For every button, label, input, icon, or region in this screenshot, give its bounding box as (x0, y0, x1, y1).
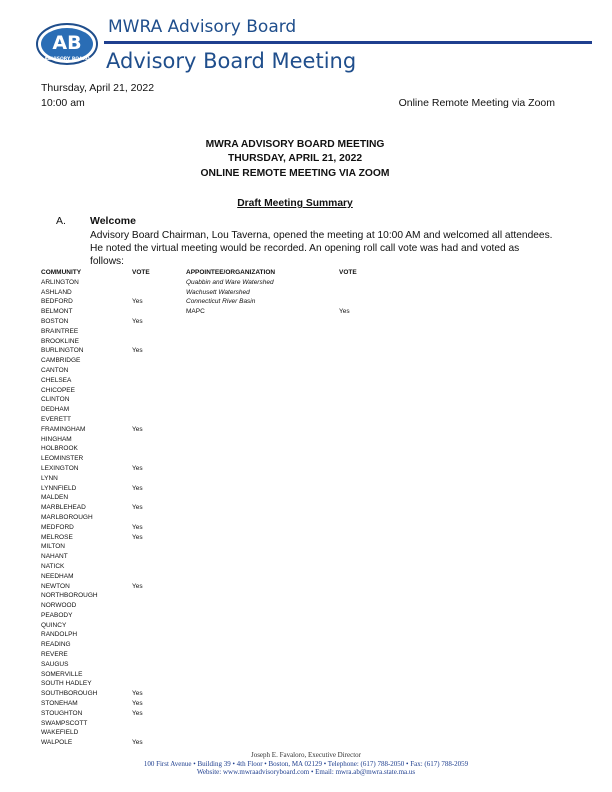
community-name: LEXINGTON (41, 464, 79, 472)
community-vote (132, 630, 182, 640)
community-name: SOUTHBOROUGH (41, 690, 98, 698)
community-vote (132, 337, 182, 347)
meeting-time: 10:00 am (41, 97, 85, 109)
community-name: NEEDHAM (41, 572, 74, 580)
appointee-header: APPOINTEE/ORGANIZATION (186, 269, 276, 276)
community-name: FRAMINGHAM (41, 425, 86, 433)
appointee-vote (339, 297, 379, 307)
community-name: WALPOLE (41, 739, 73, 747)
appointee-vote-column (339, 268, 379, 317)
community-vote (132, 327, 182, 337)
community-name: MARLBOROUGH (41, 513, 93, 521)
community-name: HINGHAM (41, 435, 72, 443)
community-name: NATICK (41, 562, 65, 570)
community-vote: Yes (132, 464, 143, 472)
community-name: CANTON (41, 366, 69, 374)
meeting-date: Thursday, April 21, 2022 (41, 82, 155, 94)
community-vote: Yes (132, 709, 143, 717)
footer (0, 751, 612, 777)
community-name: SOMERVILLE (41, 670, 83, 678)
community-vote (132, 288, 182, 298)
community-vote (132, 572, 182, 582)
meeting-location: Online Remote Meeting via Zoom (398, 97, 555, 109)
community-name: HOLBROOK (41, 445, 78, 453)
community-vote: Yes (132, 484, 143, 492)
community-vote: Yes (132, 298, 143, 306)
appointee-vote (339, 278, 379, 288)
community-vote (132, 454, 182, 464)
section-paragraph: Advisory Board Chairman, Lou Taverna, opened the meeting at 10:00 AM and welcomed all attendees. He noted the virtual meeting would be recorded. An opening roll call vote was had and voted as follows: (90, 230, 553, 267)
footer-contact: Website: www.mwraadvisoryboard.com • Email: mwra.ab@mwra.state.ma.us (196, 768, 416, 776)
vote-header: VOTE (132, 269, 150, 276)
community-name: CLINTON (41, 396, 70, 404)
appointee-vote-header: VOTE (339, 269, 357, 276)
community-vote: Yes (132, 690, 143, 698)
appointee-name: Wachusett Watershed (186, 288, 250, 296)
summary-title-text: Draft Meeting Summary (237, 198, 353, 209)
community-vote: Yes (132, 700, 143, 708)
community-vote (132, 552, 182, 562)
community-name: WAKEFIELD (41, 729, 79, 737)
community-vote: Yes (132, 582, 143, 590)
community-name: DEDHAM (41, 406, 70, 414)
community-vote (132, 395, 182, 405)
community-vote: Yes (132, 504, 143, 512)
community-name: LEOMINSTER (41, 455, 84, 463)
appointee-name: Quabbin and Ware Watershed (186, 278, 274, 286)
appointee-vote (339, 288, 379, 298)
community-name: SAUGUS (41, 660, 69, 668)
header-rule (104, 41, 592, 44)
community-name: BURLINGTON (41, 347, 84, 355)
community-vote (132, 278, 182, 288)
community-name: MALDEN (41, 494, 69, 502)
footer-director: Joseph E. Favaloro, Executive Director (250, 751, 362, 759)
community-name: ARLINGTON (41, 278, 79, 286)
community-name: CHICOPEE (41, 386, 75, 394)
community-name: READING (41, 641, 71, 649)
community-name: NORTHBOROUGH (41, 592, 98, 600)
svg-text:ADVISORY BOARD: ADVISORY BOARD (44, 57, 90, 62)
community-vote (132, 386, 182, 396)
community-vote (132, 660, 182, 670)
community-vote (132, 405, 182, 415)
community-vote: Yes (132, 533, 143, 541)
appointee-name: MAPC (186, 308, 205, 316)
community-vote: Yes (132, 523, 143, 531)
community-name: MELROSE (41, 533, 73, 541)
community-vote (132, 435, 182, 445)
community-vote (132, 728, 182, 738)
community-name: QUINCY (41, 621, 67, 629)
community-vote (132, 562, 182, 572)
community-name: BEDFORD (41, 298, 73, 306)
community-name: NEWTON (41, 582, 70, 590)
community-name: MEDFORD (41, 523, 74, 531)
appointee-name: Connecticut River Basin (186, 298, 256, 306)
community-vote (132, 444, 182, 454)
community-name: PEABODY (41, 611, 73, 619)
community-name: MILTON (41, 543, 65, 551)
appointee-column (186, 268, 336, 317)
community-vote (132, 601, 182, 611)
community-vote (132, 679, 182, 689)
community-vote: Yes (132, 739, 143, 747)
appointee-vote: Yes (339, 308, 350, 316)
community-name: BOSTON (41, 317, 69, 325)
community-name: LYNNFIELD (41, 484, 77, 492)
community-name: NORWOOD (41, 602, 77, 610)
community-name: STOUGHTON (41, 709, 83, 717)
community-header: COMMUNITY (41, 269, 82, 276)
org-name: MWRA Advisory Board (108, 17, 297, 37)
community-vote (132, 591, 182, 601)
community-column (41, 268, 131, 748)
community-vote (132, 513, 182, 523)
svg-text:AB: AB (52, 32, 82, 54)
community-name: BELMONT (41, 308, 73, 316)
community-name: RANDOLPH (41, 631, 78, 639)
community-name: STONEHAM (41, 700, 78, 708)
community-vote (132, 719, 182, 729)
community-vote: Yes (132, 317, 143, 325)
community-vote (132, 640, 182, 650)
section-letter: A. (56, 215, 66, 227)
community-name: REVERE (41, 651, 68, 659)
community-vote-column (132, 268, 182, 748)
community-vote (132, 670, 182, 680)
footer-address: 100 First Avenue • Building 39 • 4th Floor • Boston, MA 02129 • Telephone: (617) 788-2050 • Fax: (617) 788-2059 (143, 759, 469, 768)
community-vote (132, 474, 182, 484)
community-vote (132, 366, 182, 376)
community-name: CAMBRIDGE (41, 357, 81, 365)
community-name: NAHANT (41, 553, 68, 561)
community-vote (132, 493, 182, 503)
community-vote (132, 376, 182, 386)
community-vote (132, 621, 182, 631)
community-vote: Yes (132, 425, 143, 433)
community-name: SWAMPSCOTT (41, 719, 88, 727)
community-name: BROOKLINE (41, 337, 79, 345)
community-name: BRAINTREE (41, 327, 79, 335)
community-vote (132, 415, 182, 425)
advisory-board-logo (36, 22, 98, 66)
community-vote (132, 650, 182, 660)
community-name: SOUTH HADLEY (41, 680, 92, 688)
community-vote (132, 356, 182, 366)
community-vote: Yes (132, 347, 143, 355)
headline-line-3: ONLINE REMOTE MEETING VIA ZOOM (200, 168, 390, 179)
headline-line-2: THURSDAY, APRIL 21, 2022 (227, 153, 363, 164)
headline-line-1: MWRA ADVISORY BOARD MEETING (205, 139, 385, 150)
community-vote (132, 307, 182, 317)
community-name: MARBLEHEAD (41, 504, 86, 512)
community-name: ASHLAND (41, 288, 72, 296)
community-vote (132, 542, 182, 552)
community-name: LYNN (41, 474, 58, 482)
community-vote (132, 611, 182, 621)
section-title: Welcome (90, 215, 136, 227)
community-name: EVERETT (41, 415, 71, 423)
summary-title (0, 198, 590, 209)
community-name: CHELSEA (41, 376, 72, 384)
doc-title: Advisory Board Meeting (106, 49, 357, 73)
